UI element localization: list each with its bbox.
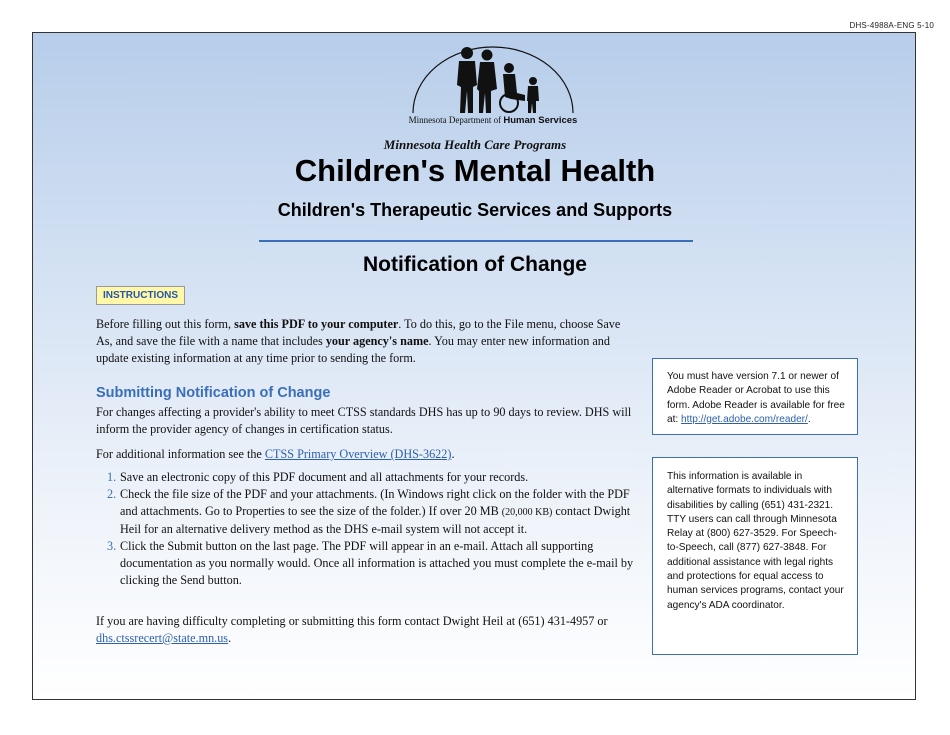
intro-paragraph: Before filling out this form, save this PDF to your computer. To do this, go to the File menu, choose Save As, and save the file with a name that includes your agency's name. You may enter new information and update existing information at any time prior to sending the form. bbox=[96, 317, 621, 365]
list-item: 3. Click the Submit button on the last page. The PDF will appear in an e-mail. Attach all supporting documentation as you normally would. Once all information is attached you must complete the e-mail by clicking the Send button. bbox=[107, 539, 634, 587]
section-heading-submitting: Submitting Notification of Change bbox=[96, 385, 331, 401]
submission-steps-list bbox=[96, 469, 636, 589]
dhs-family-silhouette-logo bbox=[405, 41, 581, 127]
title-divider bbox=[259, 240, 693, 242]
logo-silhouette-icon bbox=[405, 41, 581, 115]
instructions-badge: INSTRUCTIONS bbox=[96, 286, 185, 305]
submitting-paragraph: For changes affecting a provider's ability to meet CTSS standards DHS has up to 90 days to review. DHS will inform the provider agency of changes in certification status. bbox=[96, 405, 632, 436]
list-item: 2. Check the file size of the PDF and your attachments. (In Windows right click on the folder with the PDF and attachments. Go to Properties to see the size of the folder.) If over 20 MB (20,000 KB) contact Dwight Heil for an alternative delivery method as the DHS e-mail system will not accept it. bbox=[107, 487, 631, 536]
form-page bbox=[32, 32, 916, 700]
adobe-reader-notice: You must have version 7.1 or newer of Adobe Reader or Acrobat to use this form. Adobe Reader is available for free at: http://get.adobe.com/reader/. bbox=[652, 358, 858, 435]
logo-text: Minnesota Department of Human Services bbox=[408, 115, 578, 126]
page-subtitle: Children's Therapeutic Services and Supports bbox=[277, 200, 673, 220]
form-title: Notification of Change bbox=[363, 253, 587, 276]
accessibility-notice: This information is available in alternative formats to individuals with disabilities by calling (651) 431-2321. TTY users can call through Minnesota Relay at (800) 627-3529. For Speech-to-Speech, call (877) 627-3848. For additional assistance with legal rights and protections for equal access to human services programs, contact your agency's ADA coordinator. bbox=[652, 457, 858, 655]
form-code: DHS-4988A-ENG 5-10 bbox=[849, 21, 934, 30]
additional-info-paragraph: For additional information see the CTSS Primary Overview (DHS-3622). bbox=[96, 447, 455, 461]
list-item: 1. Save an electronic copy of this PDF document and all attachments for your records. bbox=[107, 470, 529, 484]
program-name: Minnesota Health Care Programs bbox=[383, 137, 567, 152]
adobe-reader-link[interactable]: http://get.adobe.com/reader/ bbox=[681, 413, 808, 425]
email-link[interactable]: dhs.ctssrecert@state.mn.us bbox=[96, 631, 229, 645]
ctss-overview-link[interactable]: CTSS Primary Overview (DHS-3622) bbox=[264, 447, 452, 461]
page-title: Children's Mental Health bbox=[294, 153, 656, 188]
contact-paragraph: If you are having difficulty completing or submitting this form contact Dwight Heil at (651) 431-4957 or dhs.ctssrecert@state.mn.us. bbox=[96, 614, 608, 645]
